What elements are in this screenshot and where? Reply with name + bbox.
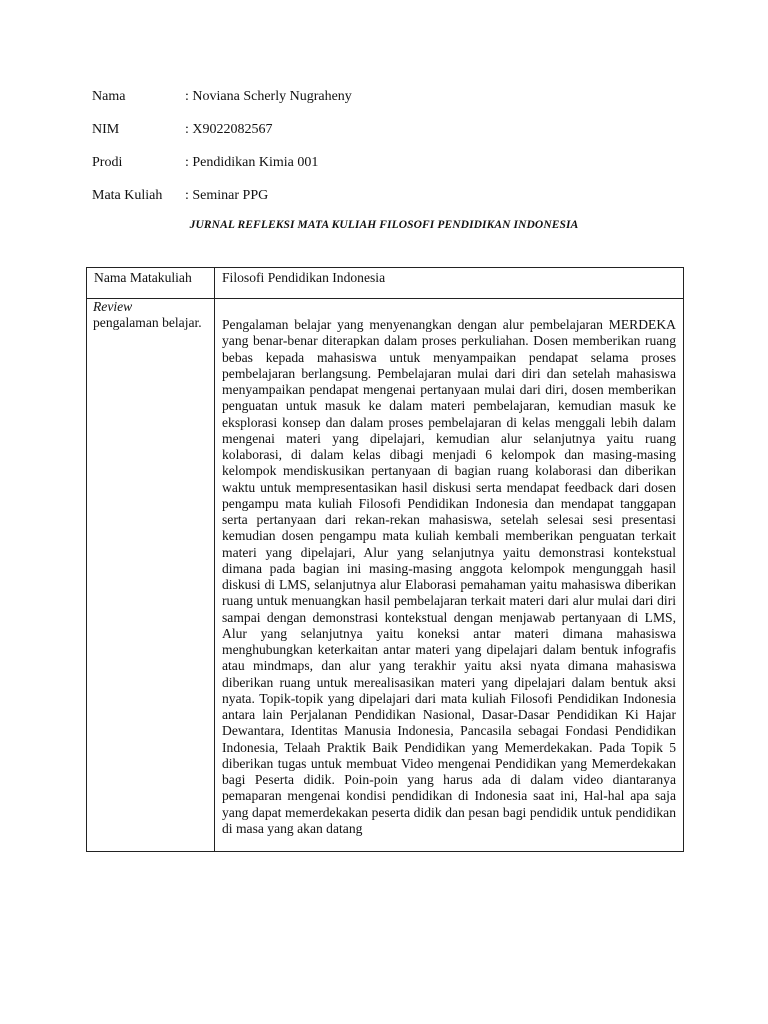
nama-value: : Noviana Scherly Nugraheny xyxy=(185,89,352,104)
review-label-text: pengalaman belajar. xyxy=(93,315,202,331)
mata-kuliah-label: Mata Kuliah xyxy=(92,188,163,203)
prodi-label: Prodi xyxy=(92,155,123,170)
prodi-value: : Pendidikan Kimia 001 xyxy=(185,155,319,170)
course-name-value-cell: Filosofi Pendidikan Indonesia xyxy=(215,268,684,299)
review-content-cell: Pengalaman belajar yang menyenangkan dengan alur pembelajaran MERDEKA yang benar-benar diterapkan dalam proses perkuliahan. Dosen memberikan ruang bebas kepada mahasiswa untuk menyampaikan pendapat selama proses pembelajaran berlangsung. Pembelajaran mulai dari diri dan setelah mahasiswa menyampaikan pendapat mengenai pertanyaan mulai dari diri, dosen memberikan penguatan untuk masuk ke dalam materi pembelajaran, kemudian masuk ke eksplorasi konsep dan dalam proses pembelajaran di kelas menggali lebih dalam mengenai materi yang dipelajari, kemudian alur selanjutnya yaitu ruang kolaborasi, di dalam kelas dibagi menjadi 6 kelompok dan masing-masing kelompok mendiskusikan pertanyaan di bagian ruang kolaborasi dan diberikan waktu untuk mempresentasikan hasil diskusi serta mendapat feedback dari dosen pengampu mata kuliah Filosofi Pendidikan Indonesia dan mendapat tanggapan serta pertanyaan dari rekan-rekan mahasiswa, setelah selesai sesi presentasi kemudian dosen pengampu mata kuliah kembali memberikan penguatan terkait materi yang dipelajari, Alur yang selanjutnya yaitu demonstrasi kontekstual dimana pada bagian ini masing-masing anggota kelompok mengunggah hasil diskusi di LMS, selanjutnya alur Elaborasi pemahaman yaitu mahasiswa diberikan ruang untuk menuangkan hasil pembelajaran terkait materi dari alur mulai dari diri sampai dengan demonstrasi kontekstual dengan menjawab pertanyaan di LMS, Alur yang selanjutnya yaitu koneksi antar materi dimana mahasiswa menghubungkan keterkaitan antar materi yang dipelajari dalam bentuk infografis atau mindmaps, dan alur yang terakhir yaitu aksi nyata dimana mahasiswa diberikan ruang untuk merealisasikan materi yang dipelajari dalam bentuk aksi nyata. Topik-topik yang dipelajari dari mata kuliah Filosofi Pendidikan Indonesia antara lain Perjalanan Pendidikan Nasional, Dasar-Dasar Pendidikan Ki Hajar Dewantara, Identitas Manusia Indonesia, Pancasila sebagai Fondasi Pendidikan Indonesia, Telaah Praktik Baik Pendidikan yang Memerdekakan. Pada Topik 5 diberikan tugas untuk membuat Video mengenai Pendidikan yang Memerdekakan bagi Peserta didik. Poin-poin yang harus ada di dalam video diantaranya pemaparan mengenai kondisi pendidikan di Indonesia saat ini, Hal-hal apa saja yang dapat memerdekakan peserta didik dan pesan bagi pendidik untuk pendidikan di masa yang akan datang xyxy=(215,299,684,852)
table-body-row xyxy=(87,299,684,852)
table-header-row xyxy=(87,268,684,299)
document-title: JURNAL REFLEKSI MATA KULIAH FILOSOFI PENDIDIKAN INDONESIA xyxy=(189,219,579,231)
nim-label: NIM xyxy=(92,122,120,137)
reflection-table xyxy=(86,267,684,852)
nim-value: : X9022082567 xyxy=(185,122,273,137)
course-name-label-cell: Nama Matakuliah xyxy=(87,268,215,299)
review-label-italic: Review xyxy=(93,299,133,314)
mata-kuliah-value: : Seminar PPG xyxy=(185,188,269,203)
review-label-cell xyxy=(87,299,215,852)
nama-label: Nama xyxy=(92,89,126,104)
